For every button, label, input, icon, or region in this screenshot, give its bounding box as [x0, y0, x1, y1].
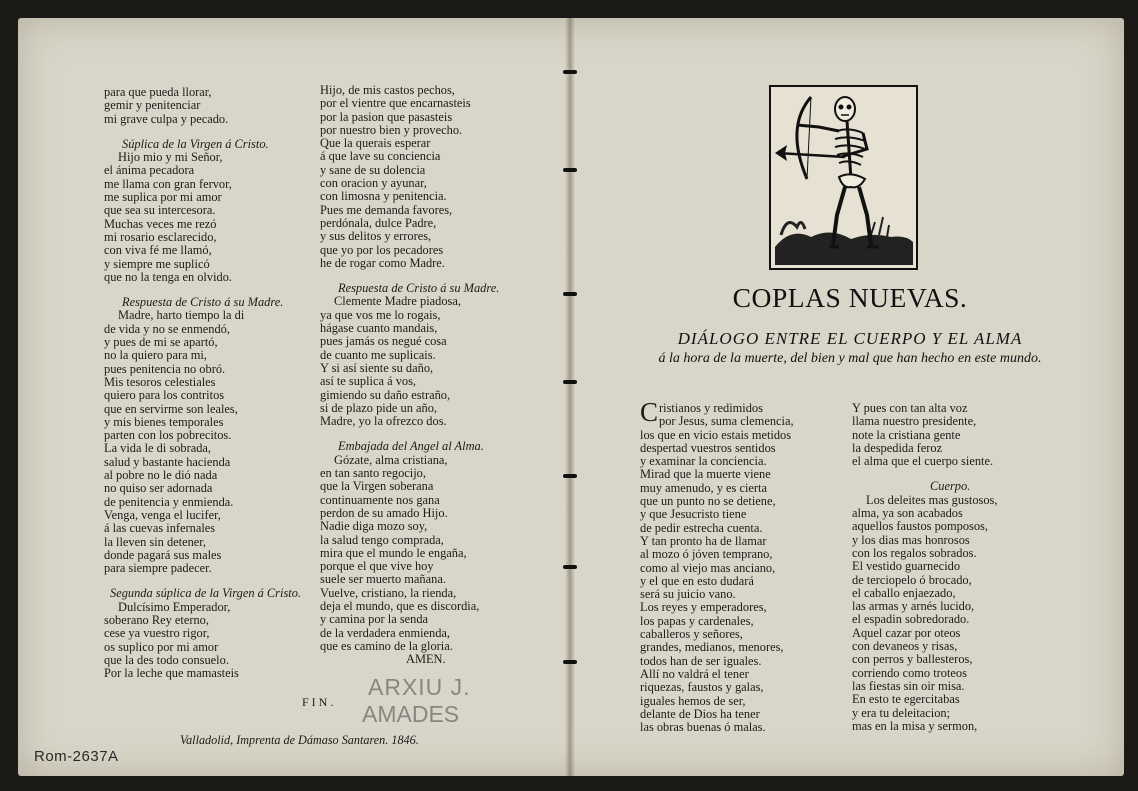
stitch-mark [563, 380, 577, 384]
woodcut-illustration [771, 87, 916, 268]
verse-line: con los regalos sobrados. [852, 545, 977, 560]
verse-line: en tan santo regocijo, [320, 466, 426, 481]
stitch-mark [563, 292, 577, 296]
verse-line: y el que en esto dudará [640, 573, 754, 588]
verse-line: delante de Dios ha tener [640, 706, 760, 721]
subtitle-line: á la hora de la muerte, del bien y mal que han hecho [658, 351, 955, 366]
verse-line: y los dias mas honrosos [852, 532, 970, 547]
stitch-mark [563, 474, 577, 478]
verse-line: para que pueda llorar, [104, 85, 212, 99]
verse-line: donde pagará sus males [104, 547, 222, 562]
right-column-1 [640, 397, 794, 735]
verse-block [640, 414, 794, 735]
archive-stamp [362, 674, 474, 732]
verse-line: con viva fé me llamó, [104, 243, 212, 258]
verse-line: de vida y no se enmendó, [104, 321, 230, 336]
verse-block [320, 84, 499, 270]
verse-line: mi rosario esclarecido, [104, 229, 217, 244]
section-heading: Segunda súplica de la Virgen á Cristo. [110, 586, 302, 601]
verse-line: y que Jesucristo tiene [640, 507, 747, 522]
verse-line: Y si así siente su daño, [320, 360, 434, 375]
verse-line: Allí no valdrá el tener [640, 666, 749, 681]
verse-line: llama nuestro presidente, [852, 414, 977, 429]
verse-line: no quiso ser adornada [104, 481, 213, 496]
section-heading: Cuerpo. [930, 479, 971, 494]
verse-line: y pues de mi se apartó, [104, 335, 218, 350]
verse-line: por la pasion que pasasteis [320, 109, 453, 124]
verse-line: me suplica por mi amor [104, 190, 222, 205]
verse-line: el caballo enjaezado, [852, 585, 956, 600]
verse-line: que yo por los pecadores [320, 242, 444, 257]
verse-line: grandes, medianos, menores, [640, 640, 784, 655]
verse-line: Vuelve, cristiano, la rienda, [320, 585, 457, 600]
verse-line-rest: ristianos y redimidos [659, 401, 763, 415]
verse-line: Y pues con tan alta voz [852, 401, 968, 415]
verse-line: Madre, yo la ofrezco dos. [320, 414, 447, 429]
verse-line: deja el mundo, que es discordia, [320, 598, 480, 613]
verse-line: corriendo como troteos [852, 665, 967, 680]
verse-line: el alma que el cuerpo siente. [852, 454, 994, 469]
page-title: COPLAS NUEVAS. [732, 283, 968, 313]
verse-line: os suplico por mi amor [104, 639, 219, 654]
verse-line: que la Virgen soberana [320, 479, 434, 494]
verse-line: muy amenudo, y es cierta [640, 480, 767, 495]
section-heading: Súplica de la Virgen á Cristo. [122, 136, 269, 151]
verse-line: que la des todo consuelo. [104, 652, 229, 667]
verse-line: el espadin sobredorado. [852, 612, 970, 627]
verse-line: y examinar la conciencia. [640, 454, 767, 469]
verse-line: despertad vuestros sentidos [640, 440, 776, 455]
verse-line: con oracion y ayunar, [320, 176, 427, 191]
verse-line: Hijo mio y mi Señor, [118, 150, 223, 165]
verse-line: y siempre me suplicó [104, 256, 210, 271]
verse-line: todos han de ser iguales. [640, 653, 762, 668]
right-column-2 [852, 402, 997, 733]
verse-block [104, 309, 301, 575]
left-column-2 [320, 84, 499, 666]
verse-line: Los reyes y emperadores, [640, 600, 767, 615]
shelfmark: Rom-2637A [34, 748, 119, 765]
verse-line: de cuanto me suplicais. [320, 347, 436, 362]
verse-line: á las cuevas infernales [104, 521, 216, 536]
verse-line: gemir y penitenciar [104, 98, 201, 113]
verse-line: y era tu deleitacion; [852, 705, 951, 720]
verse-line: á que lave su conciencia [320, 149, 441, 164]
section-heading: Respuesta de Cristo á su Madre. [122, 295, 284, 310]
verse-line: que sea su intercesora. [104, 203, 216, 218]
verse-line: por nuestro bien y provecho. [320, 122, 463, 137]
verse-block [104, 86, 301, 126]
verse-block [320, 295, 499, 428]
verse-line: perdon de su amado Hijo. [320, 505, 448, 520]
verse-line: pues penitencia no obró. [104, 361, 226, 376]
verse-line: La vida le di sobrada, [104, 441, 212, 456]
verse-line: hágase cuanto mandais, [320, 321, 438, 336]
verse-line: Gózate, alma cristiana, [334, 452, 448, 467]
stitch-mark [563, 660, 577, 664]
verse-block [852, 494, 997, 733]
verse-line: Mirad que la muerte viene [640, 467, 771, 482]
section-heading: Embajada del Angel al Alma. [338, 439, 484, 454]
verse-line: por el vientre que encarnasteis [320, 96, 471, 111]
verse-line: porque el que vive hoy [320, 559, 434, 574]
verse-line: soberano Rey eterno, [104, 612, 209, 627]
verse-line: la lleven sin detener, [104, 534, 207, 549]
verse-line: y mis bienes temporales [104, 414, 224, 429]
verse-block [852, 402, 997, 468]
verse-line: Pues me demanda favores, [320, 202, 453, 217]
verse-line: Hijo, de mis castos pechos, [320, 83, 455, 97]
verse-line: pues jamás os negué cosa [320, 334, 447, 349]
drop-cap: C [640, 397, 659, 427]
verse-line: aquellos faustos pomposos, [852, 519, 988, 534]
subtitle-line: en este mundo. [957, 351, 1042, 366]
verse-line: gimiendo su daño estraño, [320, 387, 451, 402]
verse-line: de terciopelo ó brocado, [852, 572, 972, 587]
verse-line: mira que el mundo le engaña, [320, 545, 467, 560]
verse-line: Dulcísimo Emperador, [118, 599, 231, 614]
stitch-mark [563, 565, 577, 569]
verse-line: mi grave culpa y pecado. [104, 111, 229, 126]
verse-line: Que la querais esperar [320, 136, 431, 151]
subtitle: DIÁLOGO ENTRE EL CUERPO Y EL ALMA [677, 329, 1023, 348]
verse-line: Los deleites mas gustosos, [866, 492, 998, 507]
verse-line: y sane de su dolencia [320, 162, 426, 177]
verse-line: suele ser muerto mañana. [320, 572, 446, 587]
verse-line: las armas y arnés lucido, [852, 599, 975, 614]
verse-line: salud y bastante hacienda [104, 454, 231, 469]
imprint-line: Valladolid, Imprenta de Dámaso Santaren. 1846. [180, 733, 419, 747]
verse-line: Aquel cazar por oteos [852, 625, 961, 640]
verse-line: será su juicio vano. [640, 587, 736, 602]
verse-line: parten con los pobrecitos. [104, 428, 232, 443]
verse-line: los papas y cardenales, [640, 613, 754, 628]
verse-line: no la quiero para mi, [104, 348, 207, 363]
verse-line: al mozo ó jóven temprano, [640, 547, 773, 562]
verse-line: me llama con gran fervor, [104, 176, 232, 191]
verse-line: las obras buenas ó malas. [640, 720, 766, 735]
verse-line: al pobre no le dió nada [104, 468, 218, 483]
verse-line: las fiestas sin oir misa. [852, 678, 965, 693]
stamp-line: ARXIU J. [368, 674, 471, 700]
verse-line: perdónala, dulce Padre, [320, 215, 437, 230]
verse-line: ya que vos me lo rogais, [320, 307, 441, 322]
verse-line: mas en la misa y sermon, [852, 718, 978, 733]
verse-line: El vestido guarnecido [852, 559, 961, 574]
verse-line: para siempre padecer. [104, 561, 212, 576]
verse-line: caballeros y señores, [640, 627, 743, 642]
verse-block [104, 151, 301, 284]
section-heading: Respuesta de Cristo á su Madre. [338, 281, 500, 296]
skeleton-archer-icon [769, 85, 918, 270]
verse-line: con limosna y penitencia. [320, 189, 447, 204]
verse-line: En esto te egercitabas [852, 692, 960, 707]
fin-text: FIN. [302, 695, 337, 709]
verse-line: quiero para los contritos [104, 388, 225, 403]
verse-line: de la verdadera enmienda, [320, 625, 451, 640]
verse-line: la salud tengo comprada, [320, 532, 444, 547]
verse-line: que es camino de la gloria. [320, 638, 453, 653]
verse-line: que no la tenga en olvido. [104, 269, 233, 284]
verse-block [320, 454, 499, 653]
stitch-mark [563, 168, 577, 172]
verse-line: así te suplica á vos, [320, 374, 417, 389]
verse-line: Muchas veces me rezó [104, 216, 217, 231]
verse-line: Y tan pronto ha de llamar [640, 533, 767, 548]
verse-line: iguales hemos de ser, [640, 693, 746, 708]
verse-line: Nadie diga mozo soy, [320, 519, 428, 534]
verse-line: que un punto no se detiene, [640, 494, 776, 509]
verse-line: el ánima pecadora [104, 163, 195, 178]
verse-line: por Jesus, suma clemencia, [659, 414, 794, 429]
verse-line: alma, ya son acabados [852, 506, 963, 521]
verse-line: he de rogar como Madre. [320, 255, 445, 270]
verse-line: y sus delitos y errores, [320, 229, 432, 244]
verse-line: continuamente nos gana [320, 492, 440, 507]
verse-line: Madre, harto tiempo la di [118, 308, 245, 323]
verse-line: y camina por la senda [320, 612, 429, 627]
verse-block [104, 601, 301, 681]
left-column-1 [104, 86, 301, 680]
verse-line: Clemente Madre piadosa, [334, 294, 461, 309]
stamp-line: AMADES [362, 701, 460, 727]
verse-line: como al viejo mas anciano, [640, 560, 776, 575]
verse-line: los que en vicio estais metidos [640, 427, 792, 442]
stitch-mark [563, 70, 577, 74]
verse-line: de penitencia y enmienda. [104, 494, 234, 509]
verse-line: que en servirme son leales, [104, 401, 238, 416]
verse-line: note la cristiana gente [852, 427, 961, 442]
verse-line: con perros y ballesteros, [852, 652, 973, 667]
verse-line: Mis tesoros celestiales [104, 374, 216, 389]
amen-text: AMEN. [406, 652, 446, 667]
subtitle-continuation [640, 350, 1060, 367]
verse-line: la despedida feroz [852, 440, 943, 455]
verse-line: si de plazo pide un año, [320, 400, 437, 415]
verse-line: cese ya vuestro rigor, [104, 626, 210, 641]
verse-line: Por la leche que mamasteis [104, 666, 239, 681]
verse-line: con devaneos y risas, [852, 639, 958, 654]
verse-line: de pedir estrecha cuenta. [640, 520, 763, 535]
verse-line: riquezas, faustos y galas, [640, 680, 764, 695]
verse-line: Venga, venga el lucifer, [104, 507, 221, 522]
